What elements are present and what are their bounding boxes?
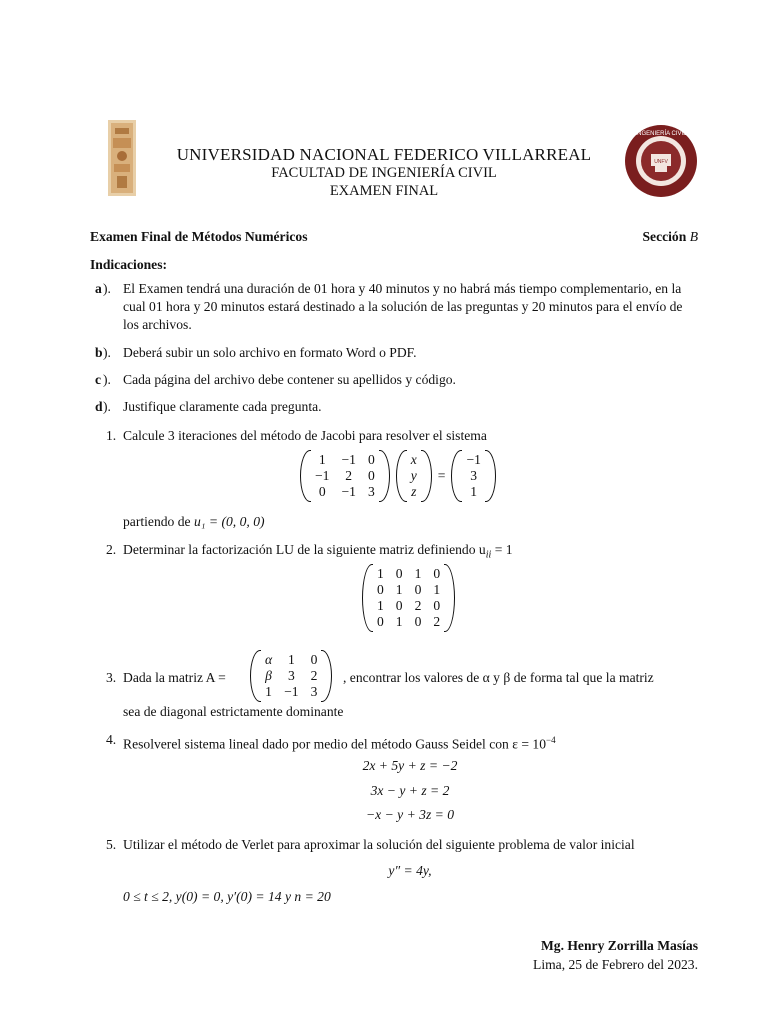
q1-vector-x: x y z bbox=[396, 450, 432, 502]
signature-name: Mg. Henry Zorrilla Masías bbox=[540, 938, 698, 953]
indication-a: a ). El Examen tendrá una duración de 01 hora y 40 minutos y no habrá más tiempo complementario, en la cual 01 hora y 20 minutos estará destinado a la solución de las preguntas y 20 minutos para el envío de los archivos. bbox=[95, 281, 683, 332]
q1-matrix-A: 1 −1 0 −1 2 0 0 −1 3 bbox=[300, 450, 390, 502]
left-logo bbox=[108, 120, 136, 196]
q4-eq-2: 3x − y + z = 2 bbox=[370, 783, 450, 798]
university-name: UNIVERSIDAD NACIONAL FEDERICO VILLARREAL bbox=[176, 145, 592, 164]
exam-type: EXAMEN FINAL bbox=[329, 183, 439, 199]
q3-line2: sea de diagonal estrictamente dominante bbox=[123, 704, 344, 719]
indication-d: d ). Justifique claramente cada pregunta. bbox=[95, 399, 322, 414]
right-logo bbox=[624, 124, 698, 198]
q4-eq-1: 2x + 5y + z = −2 bbox=[362, 758, 458, 773]
q4-text: Resolverel sistema lineal dado por medio del método Gauss Seidel con $\varepsilon = 10^{-4}$ bbox=[123, 735, 556, 752]
q4-number: 4. bbox=[106, 732, 117, 747]
q5-equation: y″ = 4y, bbox=[388, 863, 432, 878]
q1-system: 1 −1 0 −1 2 0 0 −1 3 x y z = −1 3 1 bbox=[300, 450, 496, 502]
q2-matrix: 1 0 1 0 0 1 0 1 1 0 2 0 0 1 0 2 bbox=[362, 564, 455, 636]
q4-eq-3: −x − y + 3z = 0 bbox=[365, 807, 455, 822]
q2-number: 2. bbox=[106, 542, 117, 557]
q3-matrix: α 1 0 β 3 2 1 −1 3 bbox=[250, 650, 332, 706]
signature-place-date: Lima, 25 de Febrero del 2023. bbox=[533, 957, 698, 972]
q3-post: , encontrar los valores de α y β de forma tal que la matriz bbox=[343, 670, 654, 685]
section-label: Sección B bbox=[642, 229, 698, 244]
svg-text:INGENIERÍA CIVIL: INGENIERÍA CIVIL bbox=[635, 131, 687, 137]
q5-number: 5. bbox=[106, 837, 117, 852]
faculty-name: FACULTAD DE INGENIERÍA CIVIL bbox=[271, 165, 497, 181]
q1-vector-b: −1 3 1 bbox=[451, 450, 495, 502]
q3-number: 3. bbox=[106, 670, 117, 685]
q2-text: Determinar la factorización LU de la siguiente matriz definiendo $u_{ii} = 1$ bbox=[123, 542, 513, 561]
indication-c: c ). Cada página del archivo debe contener su apellidos y código. bbox=[95, 372, 456, 387]
q1-start: partiendo de u₁ = (0, 0, 0) bbox=[123, 514, 265, 529]
svg-text:UNFV: UNFV bbox=[654, 159, 668, 165]
q1-number: 1. bbox=[106, 428, 117, 443]
course-title: Examen Final de Métodos Numéricos bbox=[90, 229, 308, 244]
indication-b: b ). Deberá subir un solo archivo en formato Word o PDF. bbox=[95, 345, 417, 360]
q5-conditions: 0 ≤ t ≤ 2, y(0) = 0, y′(0) = 14 y n = 20 bbox=[123, 889, 331, 904]
q1-text: Calcule 3 iteraciones del método de Jacobi para resolver el sistema bbox=[123, 428, 487, 443]
q3-pre: Dada la matriz A = bbox=[123, 670, 226, 685]
q5-text: Utilizar el método de Verlet para aproximar la solución del siguiente problema de valor inicial bbox=[123, 837, 635, 852]
indications-heading: Indicaciones: bbox=[90, 257, 168, 272]
